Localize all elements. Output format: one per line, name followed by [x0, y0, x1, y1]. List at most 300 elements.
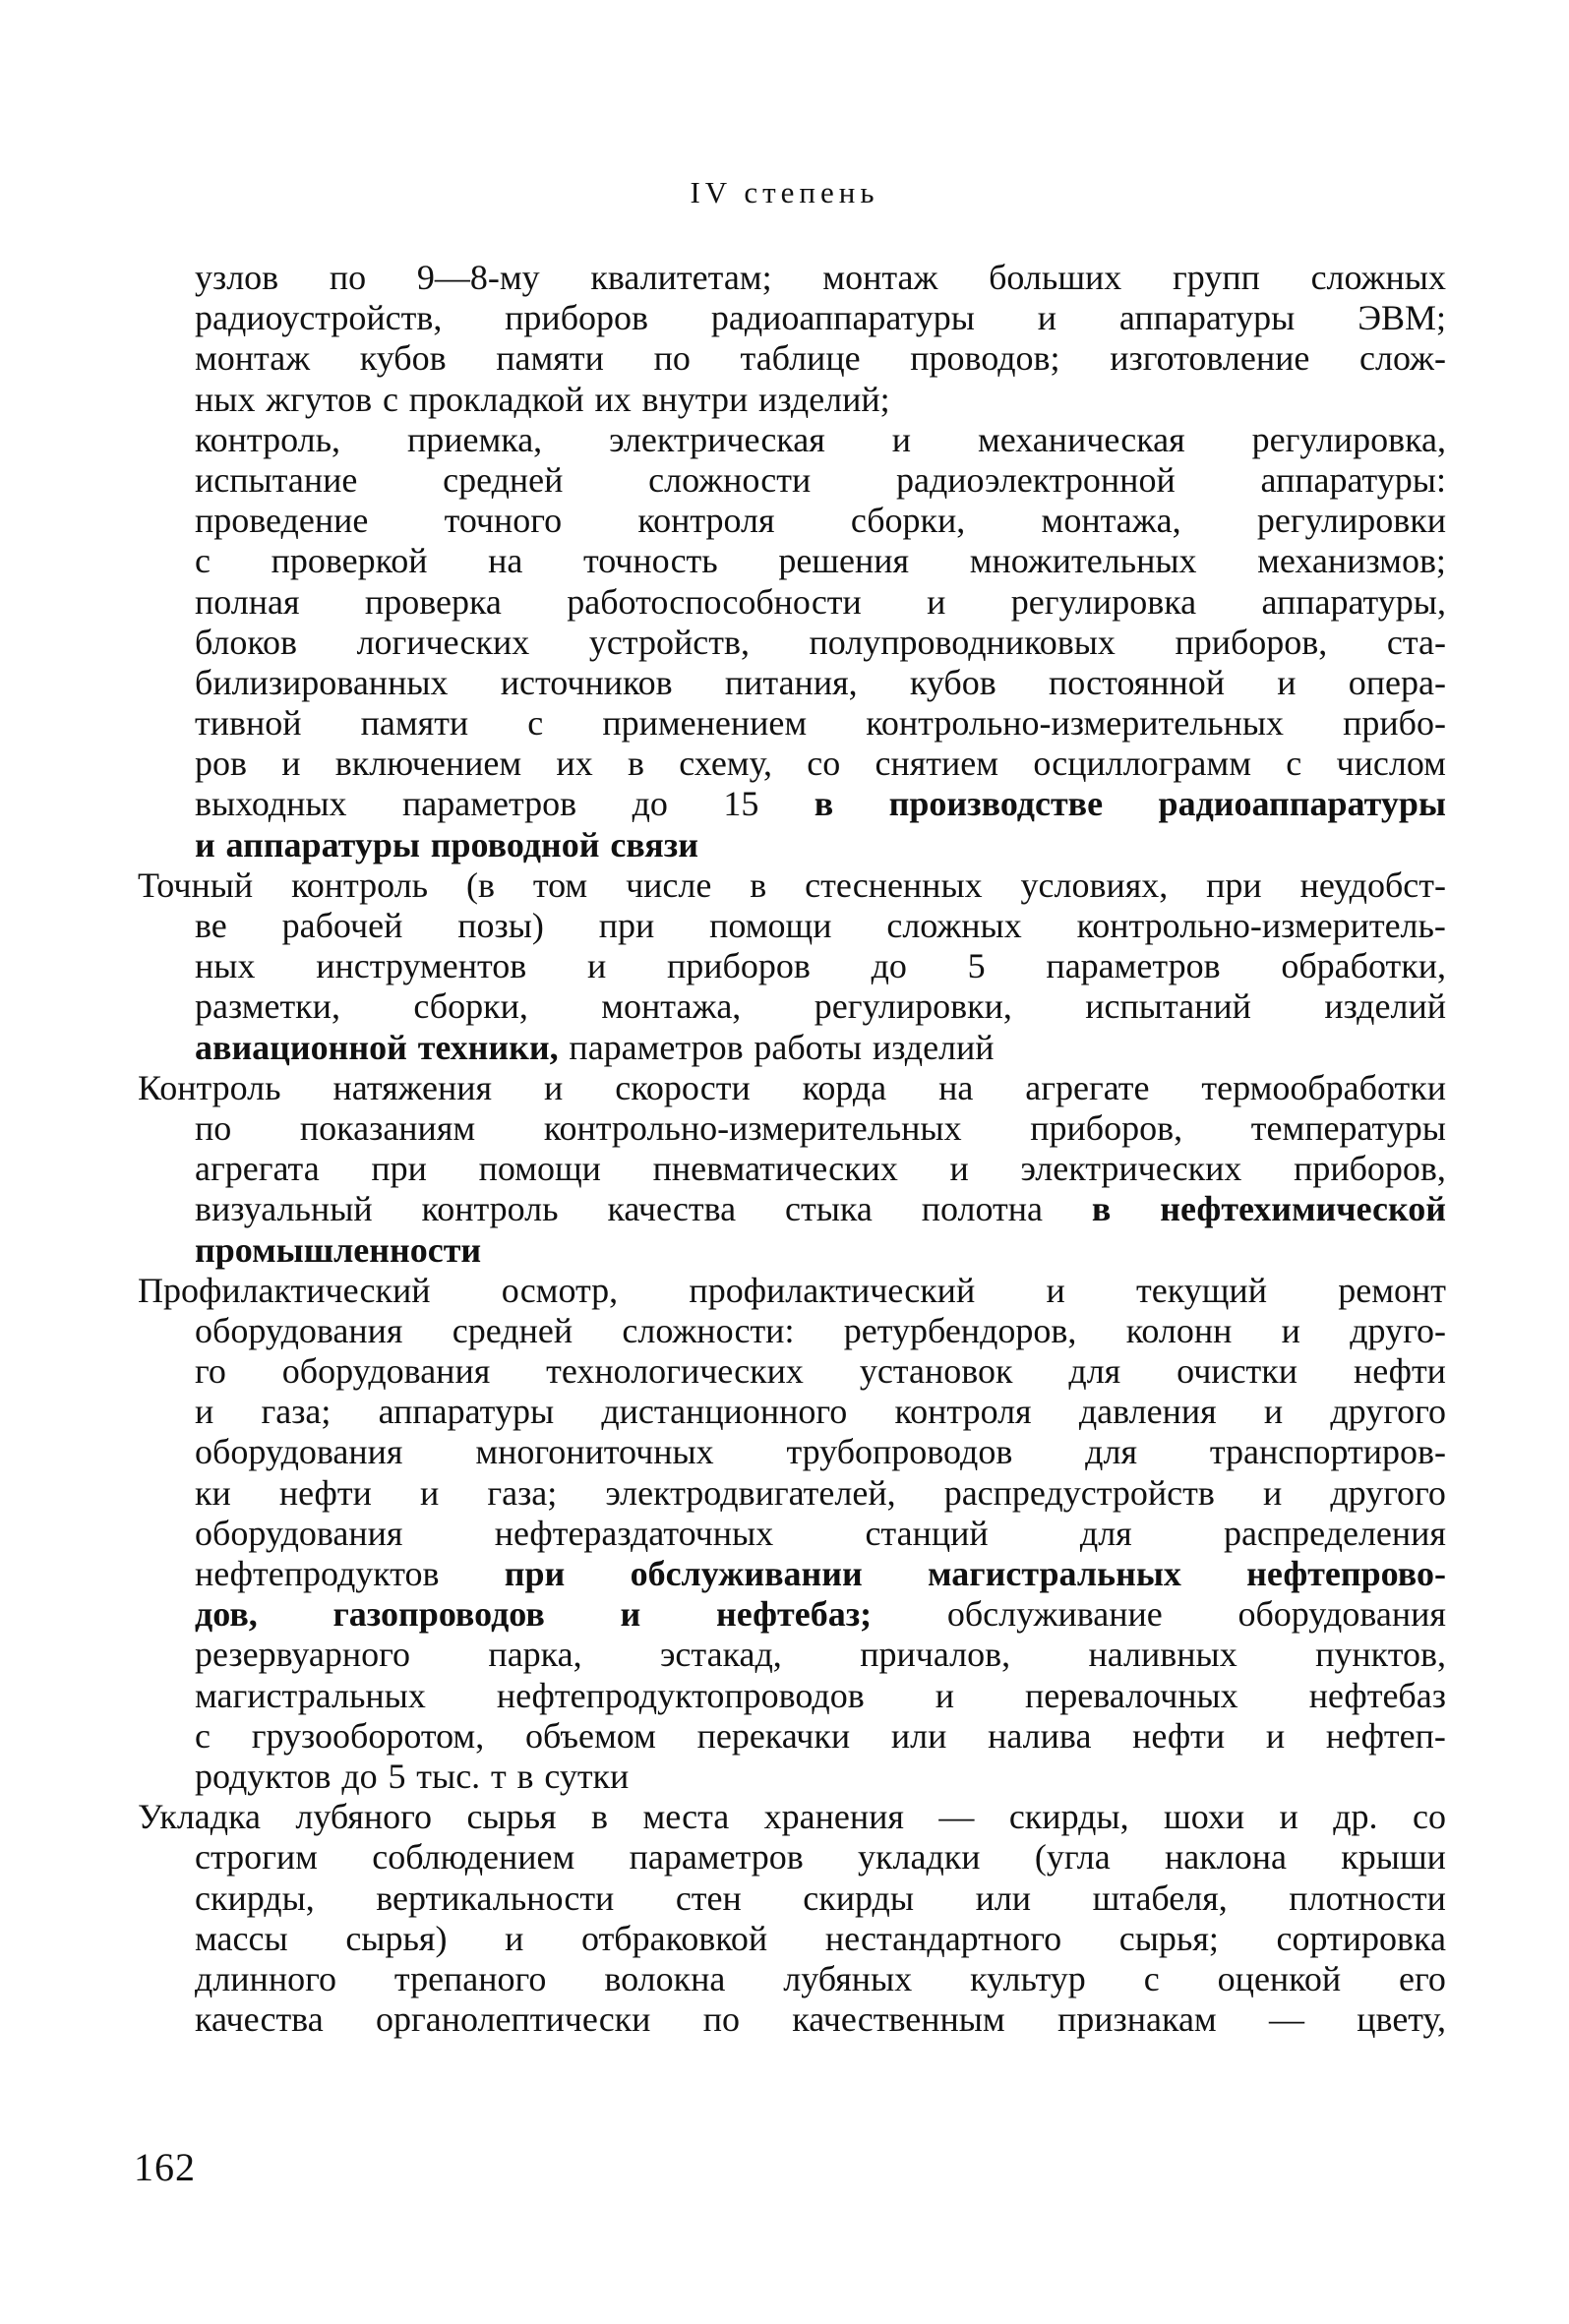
text-line	[138, 1271, 1446, 1311]
bold-word: нефтехимической	[1160, 1189, 1446, 1229]
word: и	[281, 744, 301, 784]
word: сырья	[466, 1797, 557, 1837]
word: полотна	[921, 1189, 1044, 1229]
word: укладки	[858, 1837, 981, 1877]
text-line	[138, 338, 1446, 379]
text-line	[138, 298, 1446, 338]
word: шохи	[1164, 1797, 1245, 1837]
word: для	[1085, 1432, 1137, 1472]
word: причалов,	[860, 1635, 1011, 1675]
word: числе	[626, 864, 712, 905]
word: прокладкой	[408, 379, 584, 419]
bold-word: техники,	[417, 1027, 559, 1067]
word: —	[1268, 1999, 1304, 2040]
word: приборов,	[1030, 1107, 1183, 1148]
word: жгутов	[266, 379, 373, 419]
word: налива	[988, 1715, 1092, 1756]
word: сложных	[1310, 258, 1446, 297]
word: кубов	[359, 338, 447, 379]
text-line	[138, 1473, 1446, 1514]
word: сборки,	[850, 501, 966, 541]
text-line	[138, 258, 1446, 298]
word: и	[1263, 1392, 1284, 1432]
word: логических	[356, 622, 530, 662]
word: многониточных	[475, 1432, 714, 1472]
word: приборов	[505, 298, 649, 338]
text-line	[138, 1028, 1446, 1068]
word: и	[419, 1472, 440, 1513]
word: сложности	[648, 459, 812, 500]
word: кубов	[909, 662, 996, 702]
word: проведение	[195, 501, 369, 541]
word: колонн	[1125, 1310, 1233, 1350]
word: с	[382, 379, 398, 419]
word: ЭВМ;	[1358, 298, 1446, 338]
word: текущий	[1136, 1270, 1267, 1310]
text-line	[138, 946, 1446, 986]
word: параметров	[1046, 946, 1221, 986]
word: рабочей	[281, 906, 403, 945]
word: регулировки	[1256, 501, 1446, 541]
word: технологических	[546, 1351, 804, 1392]
word: стыка	[785, 1189, 873, 1229]
word: приборов,	[1294, 1149, 1446, 1189]
word: радиоаппаратуры	[710, 298, 975, 338]
word: по	[329, 258, 367, 297]
word: наливных	[1088, 1635, 1237, 1675]
word: корда	[802, 1067, 887, 1107]
word: применением	[602, 703, 808, 744]
word: радиоустройств,	[195, 298, 443, 338]
word: при	[371, 1149, 427, 1189]
word: на	[488, 541, 523, 581]
word: условиях,	[1020, 864, 1169, 905]
word: постоянной	[1048, 662, 1226, 702]
word: визуальный	[195, 1189, 373, 1229]
word: монтаж	[822, 258, 938, 297]
text-line	[138, 460, 1446, 501]
word: нефти	[1132, 1715, 1226, 1756]
word: сложности:	[622, 1310, 795, 1350]
word: изделий;	[758, 379, 890, 419]
word: электрических	[1020, 1149, 1242, 1189]
text-line	[138, 663, 1446, 703]
word: устройств,	[588, 622, 750, 662]
word: газа;	[261, 1392, 332, 1432]
word: точность	[582, 541, 718, 581]
word: 5	[388, 1756, 406, 1796]
word: пунктов,	[1315, 1635, 1446, 1675]
word: очистки	[1177, 1351, 1298, 1392]
word: Контроль	[138, 1067, 281, 1107]
text-line	[138, 1108, 1446, 1149]
word: сырья;	[1118, 1918, 1219, 1958]
word: и	[195, 1392, 214, 1432]
word: аппаратуры	[378, 1392, 555, 1432]
word: сырья)	[345, 1918, 448, 1958]
word: разметки,	[195, 986, 340, 1027]
word: и	[927, 581, 946, 622]
word: выходных	[195, 784, 347, 824]
text-line	[138, 1230, 1446, 1271]
word: квалитетам;	[590, 258, 772, 297]
word: скирды	[803, 1877, 915, 1918]
text-line	[138, 541, 1446, 581]
word: (в	[465, 864, 495, 905]
word: нефти	[278, 1472, 372, 1513]
word: на	[938, 1067, 974, 1107]
word: нефтебаз	[1308, 1675, 1446, 1715]
word: аппаратуры:	[1260, 459, 1446, 500]
word: по	[195, 1107, 232, 1148]
text-line	[138, 906, 1446, 946]
word: позы)	[457, 906, 544, 945]
word: парка,	[488, 1635, 582, 1675]
text-line	[138, 1392, 1446, 1432]
word: и	[1265, 1715, 1286, 1756]
paragraph	[138, 1797, 1446, 2040]
word: в	[627, 744, 644, 784]
text-line	[138, 1919, 1446, 1959]
bold-word: нефтепрово-	[1246, 1554, 1446, 1593]
word: стесненных	[805, 864, 983, 905]
word: дистанционного	[601, 1392, 848, 1432]
text-line	[138, 623, 1446, 663]
word: блоков	[195, 622, 298, 662]
word: лубяных	[783, 1958, 913, 1998]
word: средней	[443, 459, 564, 500]
word: трепаного	[393, 1958, 547, 1998]
text-line	[138, 784, 1446, 824]
word: испытание	[195, 459, 358, 500]
word: контроля	[637, 501, 775, 541]
bold-word: газопроводов	[332, 1594, 545, 1635]
word: для	[1079, 1513, 1132, 1553]
word: изготовление	[1110, 338, 1310, 379]
bold-word: в	[814, 784, 834, 824]
word: проверка	[364, 581, 502, 622]
word: (угла	[1034, 1837, 1111, 1877]
body-text	[138, 258, 1446, 2040]
word: узлов	[195, 258, 279, 297]
word: нефтеп-	[1325, 1715, 1446, 1756]
word: ста-	[1386, 622, 1446, 662]
word: 9—8-му	[416, 258, 540, 297]
word: опера-	[1348, 662, 1446, 702]
word: обслуживание	[946, 1594, 1163, 1635]
bold-word: и	[620, 1594, 641, 1635]
word: и	[544, 1067, 564, 1107]
word: органолептически	[375, 1999, 651, 2040]
word: контрольно-измерительных	[866, 703, 1285, 744]
word: соблюдением	[372, 1837, 575, 1877]
word: таблице	[740, 338, 861, 379]
word: и	[1262, 1472, 1283, 1513]
text-line	[138, 1432, 1446, 1472]
word: до	[341, 1756, 378, 1796]
word: транспортиров-	[1209, 1432, 1446, 1472]
word: внутри	[641, 379, 749, 419]
word: памяти	[360, 703, 469, 744]
word: с	[1286, 744, 1302, 784]
word: лубяного	[295, 1797, 433, 1837]
word: источников	[500, 662, 673, 702]
word: Точный	[138, 864, 254, 905]
word: испытаний	[1085, 986, 1251, 1027]
text-line	[138, 1311, 1446, 1351]
word: больших	[989, 258, 1122, 297]
text-line	[138, 1757, 1446, 1797]
bold-word: проводной	[430, 824, 600, 864]
word: при	[598, 906, 655, 945]
word: с	[195, 541, 211, 581]
word: механическая	[977, 419, 1185, 459]
word: параметров	[569, 1027, 744, 1067]
word: ных	[195, 379, 256, 419]
page-number: 162	[134, 2145, 196, 2189]
word: Профилактический	[138, 1270, 431, 1310]
bold-word: обслуживании	[630, 1554, 863, 1593]
word: полная	[195, 581, 300, 622]
text-line	[138, 582, 1446, 623]
word: скорости	[615, 1067, 751, 1107]
bold-word: промышленности	[195, 1229, 482, 1270]
word: станций	[865, 1513, 989, 1553]
word: инструментов	[316, 946, 527, 986]
bold-word: при	[504, 1554, 566, 1593]
word: и	[505, 1918, 524, 1958]
word: тивной	[195, 703, 302, 744]
word: параметров	[629, 1837, 804, 1877]
word: распределения	[1223, 1513, 1446, 1553]
word: приборов,	[1175, 622, 1328, 662]
word: их	[556, 744, 593, 784]
word: параметров	[401, 784, 577, 824]
word: термообработки	[1201, 1067, 1446, 1107]
text-line	[138, 986, 1446, 1027]
running-head: IV степень	[690, 175, 879, 209]
text-line	[138, 1716, 1446, 1757]
word: том	[532, 864, 588, 905]
text-line	[138, 825, 1446, 865]
word: радиоэлектронной	[895, 459, 1176, 500]
word: магистральных	[195, 1675, 426, 1715]
text-line	[138, 1149, 1446, 1189]
word: контроля	[894, 1392, 1032, 1432]
bold-word: радиоаппаратуры	[1158, 784, 1446, 824]
word: помощи	[478, 1149, 601, 1189]
word: нефтераздаточных	[494, 1513, 774, 1553]
word: резервуарного	[195, 1635, 411, 1675]
word: числом	[1336, 744, 1446, 784]
word: осциллограмм	[1033, 744, 1251, 784]
word: решения	[778, 541, 910, 581]
text-line	[138, 1068, 1446, 1108]
word: ремонт	[1338, 1270, 1446, 1310]
word: сутки	[544, 1756, 630, 1796]
word: ве	[195, 906, 227, 945]
word: длинного	[195, 1958, 336, 1998]
word: аппаратуры	[1118, 298, 1296, 338]
word: работоспособности	[567, 581, 862, 622]
word: питания,	[724, 662, 858, 702]
word: снятием	[875, 744, 999, 784]
word: 15	[723, 784, 759, 824]
word: со	[1412, 1797, 1446, 1837]
word: качества	[195, 1999, 324, 2040]
word: штабеля,	[1092, 1877, 1228, 1918]
bold-word: производстве	[888, 784, 1104, 824]
word: слож-	[1359, 338, 1446, 379]
text-line	[138, 1959, 1446, 1999]
word: проводов;	[910, 338, 1060, 379]
word: места	[642, 1797, 730, 1837]
word: др.	[1333, 1797, 1378, 1837]
word: ретурбендоров,	[843, 1310, 1077, 1350]
word: газа;	[487, 1472, 558, 1513]
word: признакам	[1057, 1999, 1217, 2040]
word: давления	[1078, 1392, 1217, 1432]
text-line	[138, 703, 1446, 744]
word: множительных	[969, 541, 1197, 581]
word: Укладка	[138, 1797, 261, 1837]
text-line	[138, 744, 1446, 784]
text-line	[138, 1554, 1446, 1594]
word: качественным	[792, 1999, 1005, 2040]
word: и	[949, 1149, 969, 1189]
word: по	[702, 1999, 740, 2040]
word: осмотр,	[501, 1270, 619, 1310]
word: агрегата	[195, 1149, 320, 1189]
word: полупроводниковых	[809, 622, 1116, 662]
word: ных	[195, 946, 256, 986]
text-line	[138, 1797, 1446, 1837]
bold-word: связи	[610, 824, 698, 864]
word: массы	[195, 1918, 288, 1958]
word: перевалочных	[1025, 1675, 1238, 1715]
word: и	[1279, 1797, 1298, 1837]
word: электрическая	[609, 419, 825, 459]
paragraph	[138, 258, 1446, 865]
word: нефтепродуктов	[195, 1554, 440, 1593]
word: ки	[195, 1472, 231, 1513]
word: эстакад,	[659, 1635, 782, 1675]
text-line	[138, 1676, 1446, 1716]
word: перекачки	[696, 1715, 851, 1756]
word: памяти	[496, 338, 604, 379]
word: ров	[195, 744, 247, 784]
word: агрегате	[1025, 1067, 1150, 1107]
word: грузооборотом,	[251, 1715, 485, 1756]
word: го	[195, 1351, 226, 1392]
text-line	[138, 1594, 1446, 1635]
text-line	[138, 1999, 1446, 2040]
word: с	[527, 703, 544, 744]
word: и	[935, 1675, 954, 1715]
word: точного	[444, 501, 563, 541]
paragraph	[138, 865, 1446, 1068]
word: сложных	[886, 906, 1022, 945]
word: нестандартного	[824, 1918, 1062, 1958]
word: или	[975, 1877, 1032, 1918]
word: неудобст-	[1299, 864, 1446, 905]
word: оборудования	[195, 1310, 403, 1350]
word: изделий	[1324, 986, 1446, 1027]
word: культур	[970, 1958, 1086, 1998]
word: оценкой	[1217, 1958, 1342, 1998]
word: изделий	[872, 1027, 995, 1067]
word: монтажа,	[1041, 501, 1181, 541]
word: до	[632, 784, 668, 824]
word: билизированных	[195, 662, 449, 702]
word: 5	[967, 946, 986, 986]
word: с	[1143, 1958, 1160, 1998]
paragraph	[138, 1068, 1446, 1271]
word: в	[750, 864, 767, 905]
bold-word: нефтебаз;	[715, 1594, 873, 1635]
word: работы	[754, 1027, 863, 1067]
text-line	[138, 1514, 1446, 1554]
word: групп	[1173, 258, 1260, 297]
text-line	[138, 865, 1446, 906]
bold-word: и	[195, 824, 215, 864]
word: регулировка,	[1251, 419, 1446, 459]
word: контрольно-измерительных	[543, 1107, 962, 1148]
word: объемом	[524, 1715, 656, 1756]
text-line	[138, 1189, 1446, 1229]
word: и	[1281, 1310, 1300, 1350]
bold-word: дов,	[195, 1594, 258, 1635]
word: регулировка	[1010, 581, 1197, 622]
text-line	[138, 380, 1446, 420]
word: установок	[859, 1351, 1013, 1392]
word: плотности	[1289, 1877, 1446, 1918]
word: сортировка	[1276, 1918, 1446, 1958]
word: отбраковкой	[581, 1918, 768, 1958]
word: другого	[1330, 1472, 1446, 1513]
word: приемка,	[406, 419, 543, 459]
word: друго-	[1350, 1310, 1446, 1350]
word: нефти	[1353, 1351, 1446, 1392]
word: контроль	[421, 1189, 559, 1229]
word: сборки,	[413, 986, 528, 1027]
word: или	[890, 1715, 947, 1756]
word: оборудования	[281, 1351, 491, 1392]
word: оборудования	[1237, 1594, 1446, 1635]
word: и	[1046, 1270, 1065, 1310]
word: при	[1206, 864, 1262, 905]
word: по	[653, 338, 691, 379]
text-line	[138, 1635, 1446, 1675]
text-line	[138, 1878, 1446, 1919]
word: и	[1277, 662, 1297, 702]
word: родуктов	[195, 1756, 332, 1796]
word: нефтепродуктопроводов	[496, 1675, 865, 1715]
word: натяжения	[332, 1067, 493, 1107]
word: и	[586, 946, 607, 986]
word: включением	[334, 744, 522, 784]
word: и	[1037, 298, 1057, 338]
word: контрольно-измеритель-	[1076, 906, 1446, 945]
word: т	[490, 1756, 507, 1796]
text-line	[138, 501, 1446, 541]
word: цвету,	[1357, 1999, 1446, 2040]
word: скирды,	[1008, 1797, 1129, 1837]
word: прибо-	[1343, 703, 1446, 744]
word: проверкой	[271, 541, 428, 581]
word: стен	[675, 1877, 742, 1918]
word: тыс.	[416, 1756, 481, 1796]
